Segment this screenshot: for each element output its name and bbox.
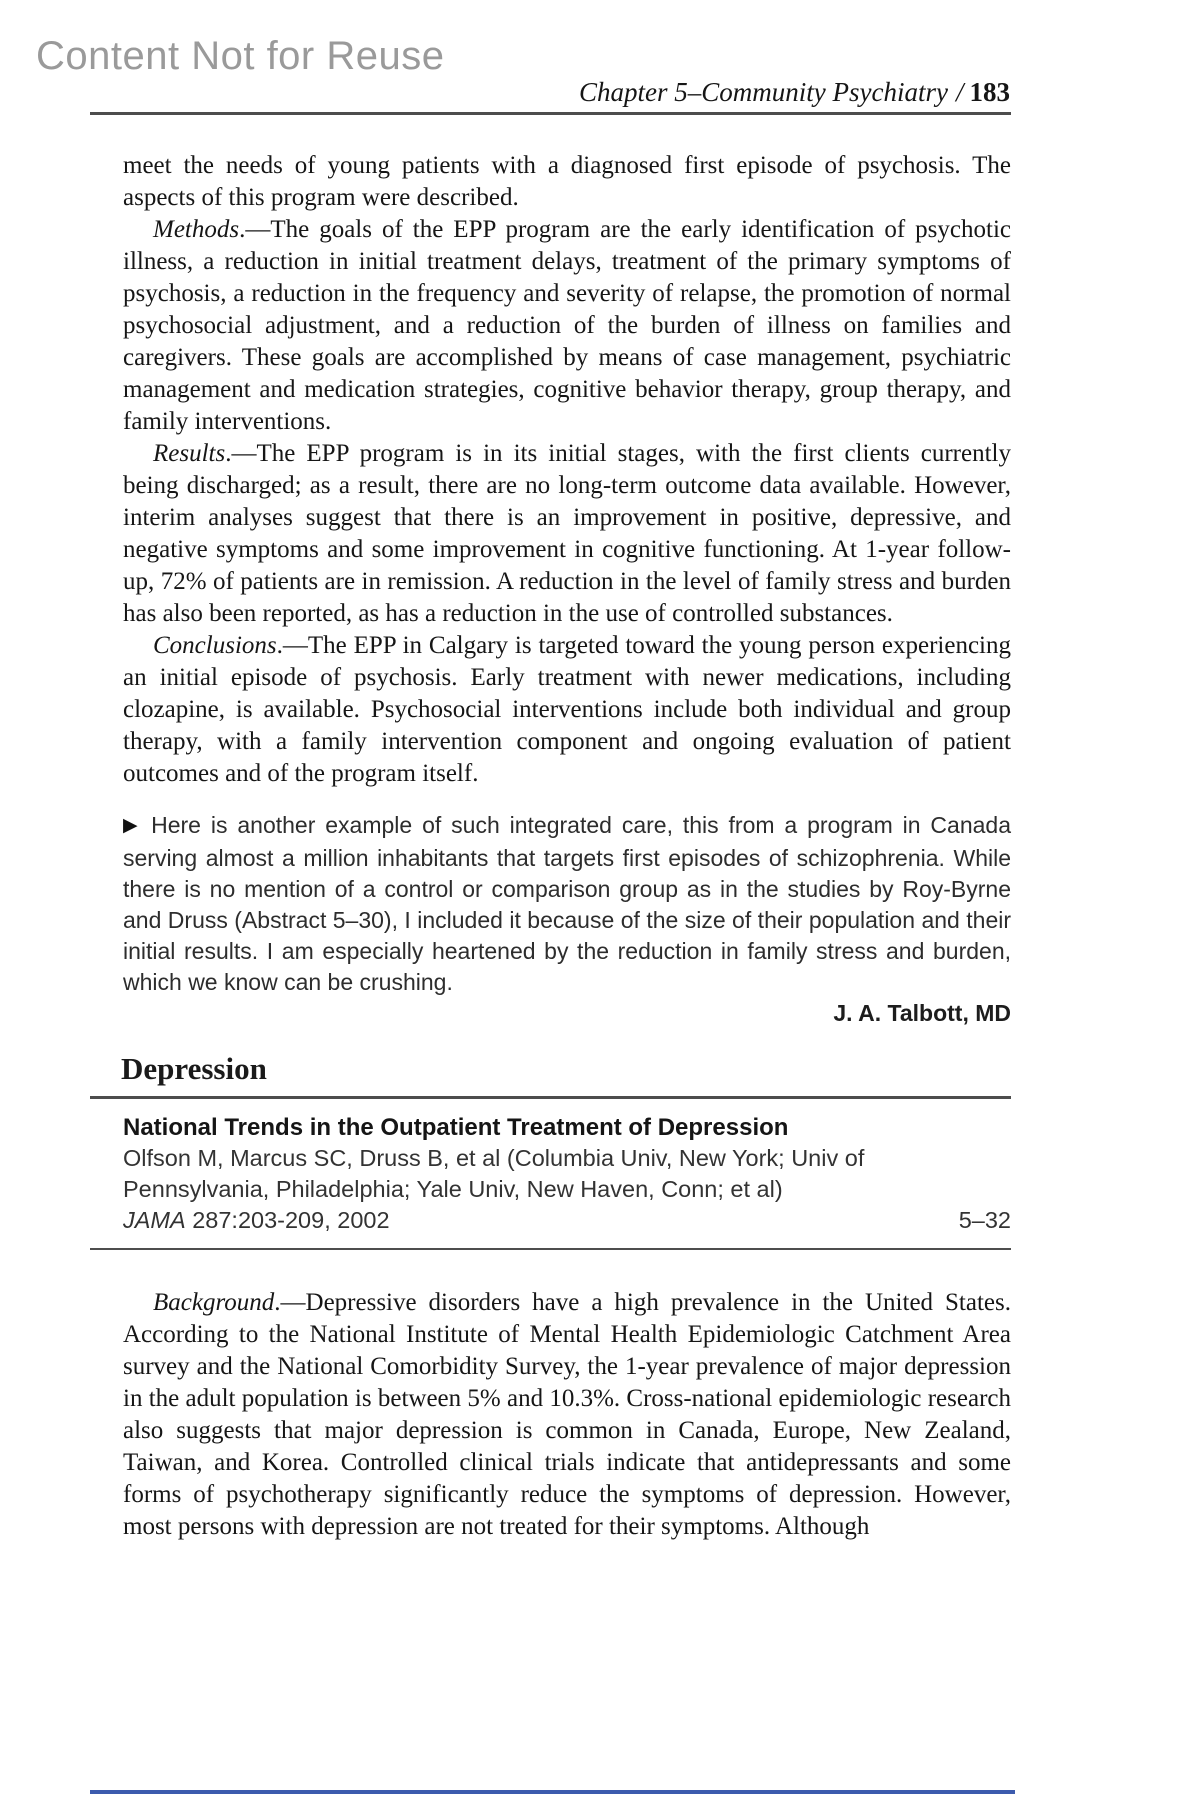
commentary-text: Here is another example of such integrated care, this from a program in Canada serving almost a million inhabitants that targets first episodes of schizophrenia. While there is no mention of a control or comparison group as in the studies by Roy-Byrne and Druss (Abstract 5–30), I included it because of the size of their population and their initial results. I am especially heartened by the reduction in family stress and burden, which we know can be crushing. xyxy=(123,812,1011,995)
page-content xyxy=(90,150,1011,1543)
abstract-results-paragraph xyxy=(90,438,1011,630)
methods-text: .—The goals of the EPP program are the early identification of psychotic illness, a reduction in initial treatment delays, treatment of the primary symptoms of psychosis, a reduction in the frequency and severity of relapse, the promotion of normal psychosocial adjustment, and a reduction of the burden of illness on families and caregivers. These goals are accomplished by means of case management, psychiatric management and medication strategies, cognitive behavior therapy, group therapy, and family interventions. xyxy=(123,216,1011,435)
journal-name: JAMA xyxy=(123,1207,186,1233)
section-heading-depression: Depression xyxy=(121,1051,267,1086)
section-divider xyxy=(90,1096,1011,1099)
results-text: .—The EPP program is in its initial stages, with the first clients currently being discharged; as a result, there are no long-term outcome data available. However, interim analyses suggest that there is an improvement in positive, depressive, and negative symptoms and some improvement in cognitive functioning. At 1-year follow-up, 72% of patients are in remission. A reduction in the level of family stress and burden has also been reported, as has a reduction in the use of controlled substances. xyxy=(123,440,1011,627)
chapter-title: Chapter 5–Community Psychiatry xyxy=(579,77,948,107)
conclusions-label: Conclusions xyxy=(153,632,277,659)
article-title: National Trends in the Outpatient Treatment of Depression xyxy=(123,1114,789,1141)
abstract-intro-paragraph: meet the needs of young patients with a diagnosed first episode of psychosis. The aspects of this program were described. xyxy=(123,152,1011,211)
editor-commentary xyxy=(90,810,1011,998)
commentator-signature: J. A. Talbott, MD xyxy=(833,1000,1011,1026)
conclusions-text: .—The EPP in Calgary is targeted toward the young person experiencing an initial episode of psychosis. Early treatment with newer medications, including clozapine, is available. Psychosocial interventions include both individual and group therapy, with a family intervention component and ongoing evaluation of patient outcomes and of the program itself. xyxy=(123,632,1011,787)
pointer-triangle-icon: ▶ xyxy=(123,815,142,836)
header-divider xyxy=(90,112,1011,115)
results-label: Results xyxy=(153,440,226,467)
watermark-text: Content Not for Reuse xyxy=(36,34,445,78)
bottom-blue-divider xyxy=(90,1790,1015,1794)
page-number: 183 xyxy=(969,77,1010,107)
background-text: .—Depressive disorders have a high prevalence in the United States. According to the National Institute of Mental Health Epidemiologic Catchment Area survey and the National Comorbidity Survey, the 1-year prevalence of major depression in the adult population is between 5% and 10.3%. Cross-national epidemiologic research also suggests that major depression is common in Canada, Europe, New Zealand, Taiwan, and Korea. Controlled clinical trials indicate that antidepressants and some forms of psychotherapy significantly reduce the symptoms of depression. However, most persons with depression are not treated for their symptoms. Although xyxy=(123,1289,1011,1540)
header-separator: / xyxy=(955,77,964,107)
journal-reference-line xyxy=(123,1205,1011,1236)
article-citation-block xyxy=(90,1112,1011,1236)
background-paragraph xyxy=(90,1287,1011,1543)
abstract-conclusions-paragraph xyxy=(90,630,1011,790)
journal-reference: 287:203-209, 2002 xyxy=(185,1207,390,1233)
methods-label: Methods xyxy=(153,216,240,243)
background-label: Background xyxy=(153,1289,275,1316)
citation-divider xyxy=(90,1248,1011,1250)
article-authors: Olfson M, Marcus SC, Druss B, et al (Columbia Univ, New York; Univ of Pennsylvania, Philadelphia; Yale Univ, New Haven, Conn; et al) xyxy=(123,1145,865,1202)
abstract-methods-paragraph xyxy=(90,214,1011,438)
abstract-number: 5–32 xyxy=(958,1207,1011,1233)
page-header xyxy=(90,76,1010,108)
